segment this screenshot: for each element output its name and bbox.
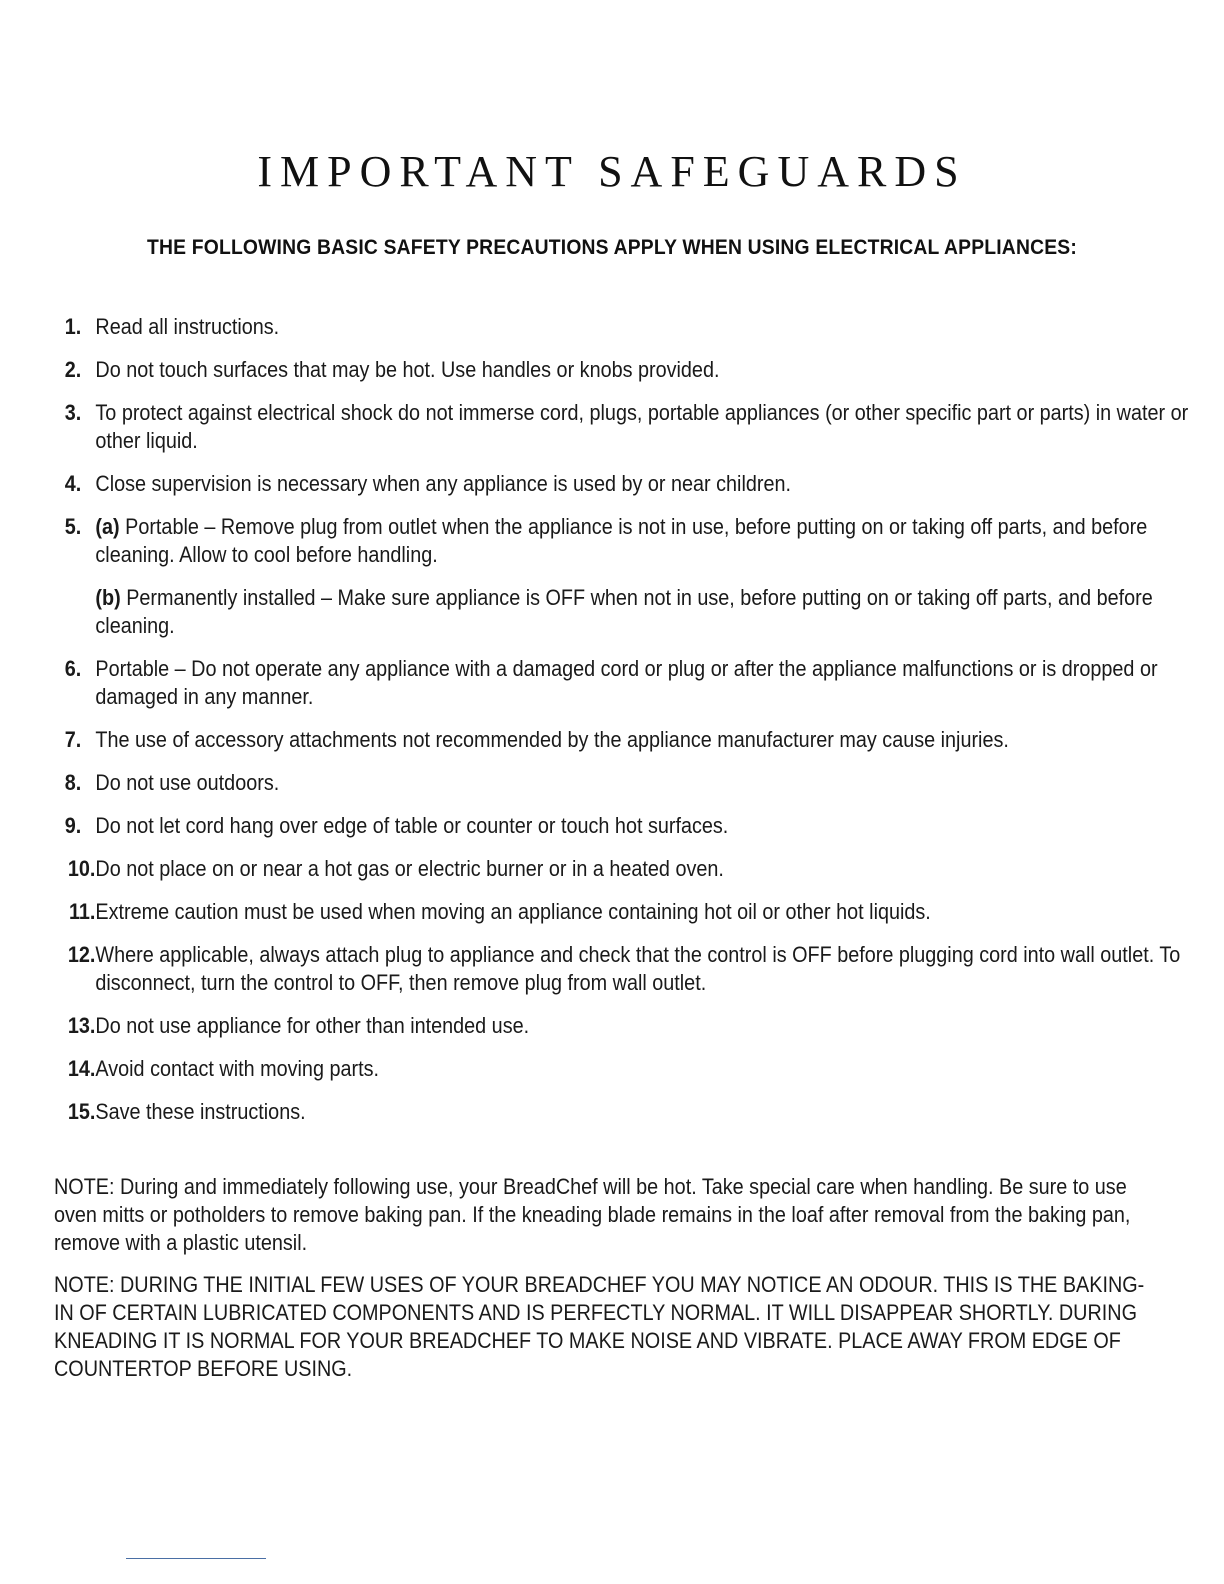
safeguard-item [54,769,1202,797]
safeguard-item [54,356,1202,384]
safeguard-item [54,1098,1202,1126]
safeguard-item [54,313,1202,341]
safeguard-text: Avoid contact with moving parts. [95,1056,379,1081]
safeguard-number: 14. [67,1056,96,1081]
safeguard-text: Do not touch surfaces that may be hot. Use handles or knobs provided. [95,357,720,382]
safeguard-item [54,898,1202,926]
sub-text-b: Permanently installed – Make sure appliance is OFF when not in use, before putting on or taking off parts, and before cleaning. [95,585,1153,638]
safeguard-text: Close supervision is necessary when any appliance is used by or near children. [95,471,791,496]
safeguard-number: 2. [64,357,82,382]
safeguard-item [54,1012,1202,1040]
safeguard-item [54,655,1202,711]
notes-section [54,1173,1174,1397]
note-hot-surface: NOTE: During and immediately following use, your BreadChef will be hot. Take special care when handling. Be sure to use oven mitts or potholders to remove baking pan. If the kneading blade remains in the loaf after removal from the baking pan, remove with a plastic utensil. [54,1174,1131,1255]
safeguard-number: 3. [64,400,82,425]
sub-label-b: (b) [95,585,121,610]
sub-label-a: (a) [95,514,120,539]
safeguard-number: 6. [64,656,82,681]
sub-text-a: Portable – Remove plug from outlet when the appliance is not in use, before putting on or taking off parts, and before cleaning. Allow to cool before handling. [95,514,1148,567]
safeguards-list [54,313,1189,1141]
safeguard-text: Where applicable, always attach plug to appliance and check that the control is OFF before plugging cord into wall outlet. To disconnect, turn the control to OFF, then remove plug from wall outlet. [95,942,1181,995]
safeguard-number: 13. [67,1013,96,1038]
safeguard-number: 7. [64,727,82,752]
safeguard-item [54,812,1202,840]
safeguard-item [54,470,1202,498]
safeguard-text: To protect against electrical shock do not immerse cord, plugs, portable appliances (or other specific part or parts) in water or other liquid. [95,400,1189,453]
safeguard-number: 9. [64,813,82,838]
page-subtitle: THE FOLLOWING BASIC SAFETY PRECAUTIONS APPLY WHEN USING ELECTRICAL APPLIANCES: [147,236,1077,259]
safeguard-text-a [95,513,1202,569]
safeguard-text: Do not use outdoors. [95,770,280,795]
safeguard-item [54,1055,1202,1083]
safeguard-number: 4. [64,471,82,496]
safeguard-number: 10. [67,856,96,881]
safeguard-text: Save these instructions. [95,1099,306,1124]
safeguard-item [54,726,1202,754]
safeguard-number: 12. [67,942,96,967]
note-initial-odour: NOTE: DURING THE INITIAL FEW USES OF YOUR BREADCHEF YOU MAY NOTICE AN ODOUR. THIS IS THE BAKING-IN OF CERTAIN LUBRICATED COMPONENTS AND IS PERFECTLY NORMAL. IT WILL DISAPPEAR SHORTLY. DURING KNEADING IT IS NORMAL FOR YOUR BREADCHEF TO MAKE NOISE AND VIBRATE. PLACE AWAY FROM EDGE OF COUNTERTOP BEFORE USING. [54,1272,1145,1381]
safeguard-item [54,399,1202,455]
safeguard-text: Extreme caution must be used when moving an appliance containing hot oil or other hot liquids. [95,899,931,924]
safeguard-text-b [95,584,1202,640]
safeguard-text: Do not use appliance for other than intended use. [95,1013,530,1038]
safeguard-text: Do not let cord hang over edge of table or counter or touch hot surfaces. [95,813,729,838]
safeguard-text: Portable – Do not operate any appliance with a damaged cord or plug or after the appliance malfunctions or is dropped or damaged in any manner. [95,656,1158,709]
page-title: IMPORTANT SAFEGUARDS [257,147,967,196]
safeguard-number: 8. [64,770,82,795]
safeguard-number: 15. [67,1099,96,1124]
safeguard-number: 5. [64,514,82,539]
safeguard-text: Read all instructions. [95,314,280,339]
safeguard-number: 11. [68,899,96,924]
safeguard-item [54,855,1202,883]
safeguard-text: Do not place on or near a hot gas or electric burner or in a heated oven. [95,856,724,881]
safeguard-item [54,941,1202,997]
safeguard-text: The use of accessory attachments not recommended by the appliance manufacturer may cause injuries. [95,727,1009,752]
footer-divider [126,1558,266,1559]
safeguard-number: 1. [64,314,82,339]
safeguard-item [54,513,1202,640]
